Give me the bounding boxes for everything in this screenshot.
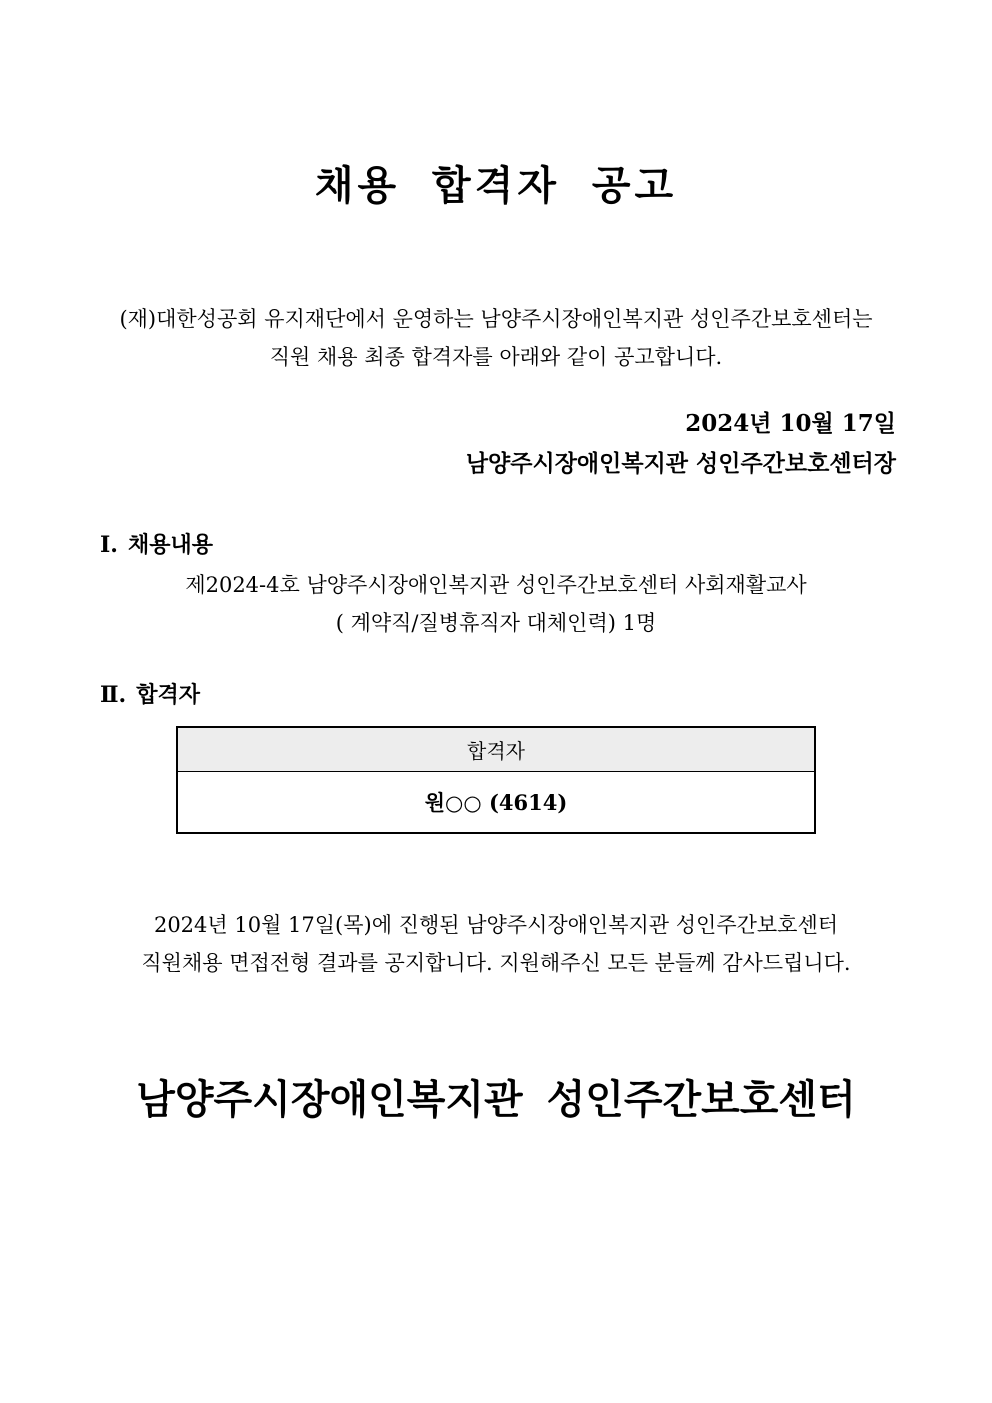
intro-paragraph [60, 300, 932, 376]
intro-line-2: 직원 채용 최종 합격자를 아래와 같이 공고합니다. [269, 345, 723, 369]
section-number: Ⅱ. [100, 682, 127, 708]
closing-line-1: 2024년 10월 17일(목)에 진행된 남양주시장애인복지관 성인주간보호센터 [153, 913, 839, 937]
section-title: 합격자 [136, 682, 200, 708]
page-title: 채용 합격자 공고 [314, 162, 678, 209]
section-heading-successful-candidates [100, 678, 200, 712]
section-heading-recruitment [100, 528, 213, 562]
section-number: Ⅰ. [100, 532, 118, 558]
table-header-cell: 합격자 [177, 727, 815, 772]
footer-organization-name: 남양주시장애인복지관 성인주간보호센터 [136, 1076, 856, 1123]
recruitment-details [60, 566, 932, 642]
issuer-name: 남양주시장애인복지관 성인주간보호센터장 [465, 450, 896, 477]
candidate-cell: 원○○ (4614) [424, 790, 568, 815]
closing-line-2: 직원채용 면접전형 결과를 공지합니다. 지원해주신 모든 분들께 감사드립니다. [141, 951, 851, 975]
successful-candidate-table [176, 726, 816, 834]
announcement-date: 2024년 10월 17일 [685, 410, 896, 437]
section-title: 채용내용 [127, 532, 213, 558]
table-header-row [177, 727, 815, 772]
table-row [177, 772, 815, 834]
intro-line-1: (재)대한성공회 유지재단에서 운영하는 남양주시장애인복지관 성인주간보호센터는 [119, 307, 873, 331]
recruitment-line-2: ( 계약직/질병휴직자 대체인력) 1명 [335, 611, 657, 635]
recruitment-line-1: 제2024-4호 남양주시장애인복지관 성인주간보호센터 사회재활교사 [185, 573, 807, 597]
closing-paragraph [60, 906, 932, 982]
